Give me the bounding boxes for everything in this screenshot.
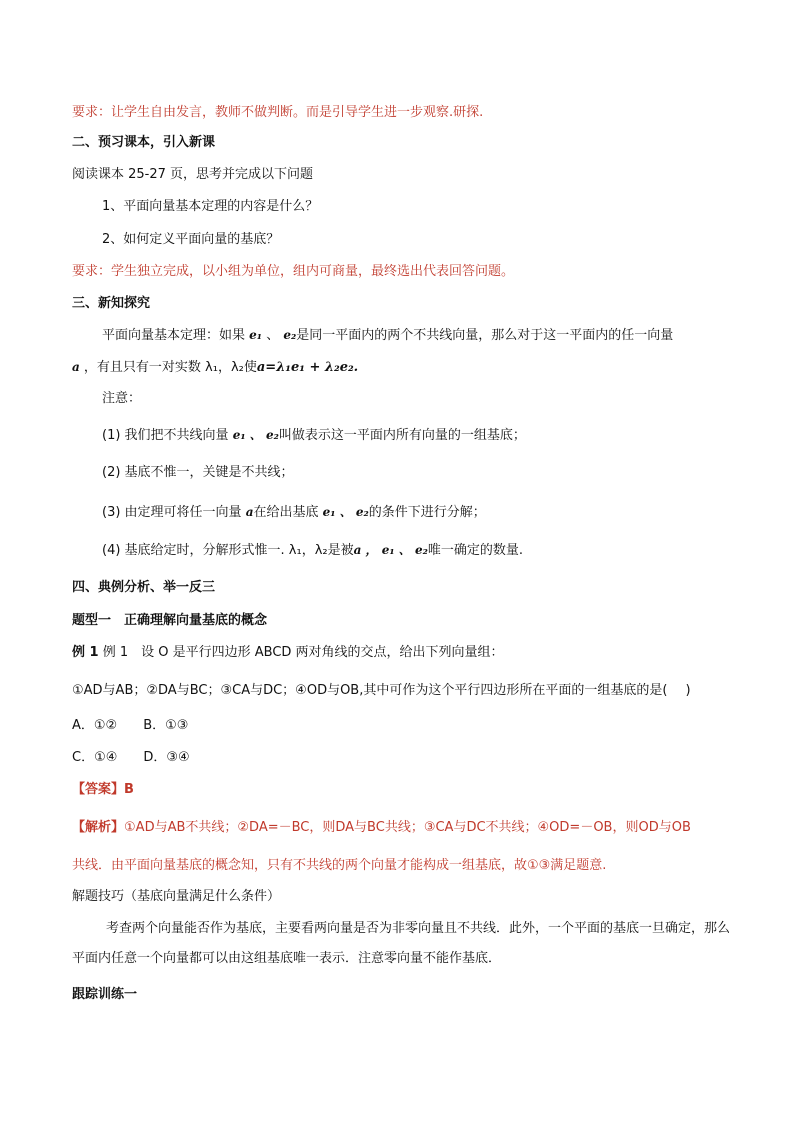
- theorem-e2: e₂: [283, 328, 297, 342]
- theorem-line-1: [102, 326, 734, 345]
- section-heading-3: 三、新知探究: [72, 296, 151, 311]
- problem-type-heading: 题型一 正确理解向量基底的概念: [72, 613, 268, 628]
- option-d: D．③④: [143, 750, 190, 765]
- example-groups-text: ①AD与AB；②DA与BC；③CA与DC；④OD与OB,其中可作为这个平行四边形所在平面的一组基底的是(: [72, 683, 668, 698]
- question-2: 2、如何定义平面向量的基底？: [102, 232, 280, 247]
- note-4-text-b: 唯一确定的数量.: [427, 543, 524, 558]
- example-vector-groups: [72, 682, 734, 700]
- analysis-text-1: ①AD与AB不共线；②DA=－BC，则DA与BC共线；③CA与DC不共线；④OD=－OB，则OD与OB: [124, 820, 691, 835]
- options-row-1: [72, 717, 734, 735]
- note-1-text-b: 叫做表示这一平面内所有向量的一组基底；: [278, 428, 526, 443]
- note-4-text-a: (4) 基底给定时，分解形式惟一. λ₁，λ₂是被: [102, 543, 354, 558]
- note-3-text-b: 在给出基底: [253, 505, 319, 520]
- requirement-note-1: 要求：让学生自由发言，教师不做判断。而是引导学生进一步观察.研探.: [72, 105, 484, 120]
- example-text: 例 1 设 O 是平行四边形 ABCD 两对角线的交点，给出下列向量组：: [102, 645, 504, 660]
- note-1-text-a: (1) 我们把不共线向量: [102, 428, 229, 443]
- question-1: 1、平面向量基本定理的内容是什么？: [102, 199, 319, 214]
- section-heading-2: 二、预习课本，引入新课: [72, 135, 216, 150]
- answer-line: [72, 781, 734, 799]
- example-statement: [72, 644, 734, 662]
- answer-value: B: [124, 782, 134, 797]
- theorem-formula: a=λ₁e₁ + λ₂e₂.: [256, 360, 359, 375]
- note-3-vector: a: [245, 505, 254, 519]
- tracking-practice-heading: 跟踪训练一: [72, 987, 138, 1002]
- answer-label: 【答案】: [72, 782, 125, 797]
- theorem-sep: 、: [266, 328, 280, 343]
- example-label: 例 1: [72, 645, 99, 660]
- note-3-basis: e₁ 、 e₂: [322, 505, 369, 519]
- note-3: [102, 503, 734, 522]
- note-4-basis: ， e₁ 、 e₂: [365, 543, 428, 557]
- solving-tip-heading: 解题技巧（基底向量满足什么条件）: [72, 889, 281, 904]
- analysis-line-1: [72, 819, 734, 837]
- option-a: A．①②: [72, 718, 118, 733]
- options-row-2: [72, 749, 734, 767]
- answer-blank-close: ): [685, 683, 691, 698]
- option-c: C．①④: [72, 750, 118, 765]
- theorem-text-a: 平面向量基本定理：如果: [102, 328, 246, 343]
- reading-instruction: 阅读课本 25-27 页，思考并完成以下问题: [72, 167, 314, 182]
- theorem-e1: e₁: [249, 328, 263, 342]
- note-2: (2) 基底不惟一，关键是不共线；: [102, 465, 294, 480]
- note-1: [102, 426, 734, 445]
- theorem-line-2: [72, 358, 734, 377]
- note-3-text-c: 的条件下进行分解；: [368, 505, 486, 520]
- solving-tip-text: 考查两个向量能否作为基底，主要看两向量是否为非零向量且不共线．此外，一个平面的基底一旦确定，那么平面内任意一个向量都可以由这组基底唯一表示．注意零向量不能作基底．: [72, 921, 731, 966]
- option-b: B．①③: [143, 718, 189, 733]
- analysis-line-2: 共线．由平面向量基底的概念知，只有不共线的两个向量才能构成一组基底，故①③满足题意.: [72, 858, 607, 873]
- note-label: 注意：: [102, 391, 142, 406]
- note-1-basis: e₁ 、 e₂: [232, 428, 279, 442]
- theorem-vector-a: a: [72, 360, 80, 374]
- section-heading-4: 四、典例分析、举一反三: [72, 580, 216, 595]
- requirement-note-2: 要求：学生独立完成，以小组为单位，组内可商量，最终选出代表回答问题。: [72, 264, 515, 279]
- analysis-label: 【解析】: [72, 820, 125, 835]
- note-4: [102, 541, 734, 560]
- note-3-text-a: (3) 由定理可将任一向量: [102, 505, 242, 520]
- theorem-text-c: ，有且只有一对实数 λ₁，λ₂使: [83, 360, 257, 375]
- note-4-vector: a: [353, 543, 362, 557]
- theorem-text-b: 是同一平面内的两个不共线向量，那么对于这一平面内的任一向量: [296, 328, 674, 343]
